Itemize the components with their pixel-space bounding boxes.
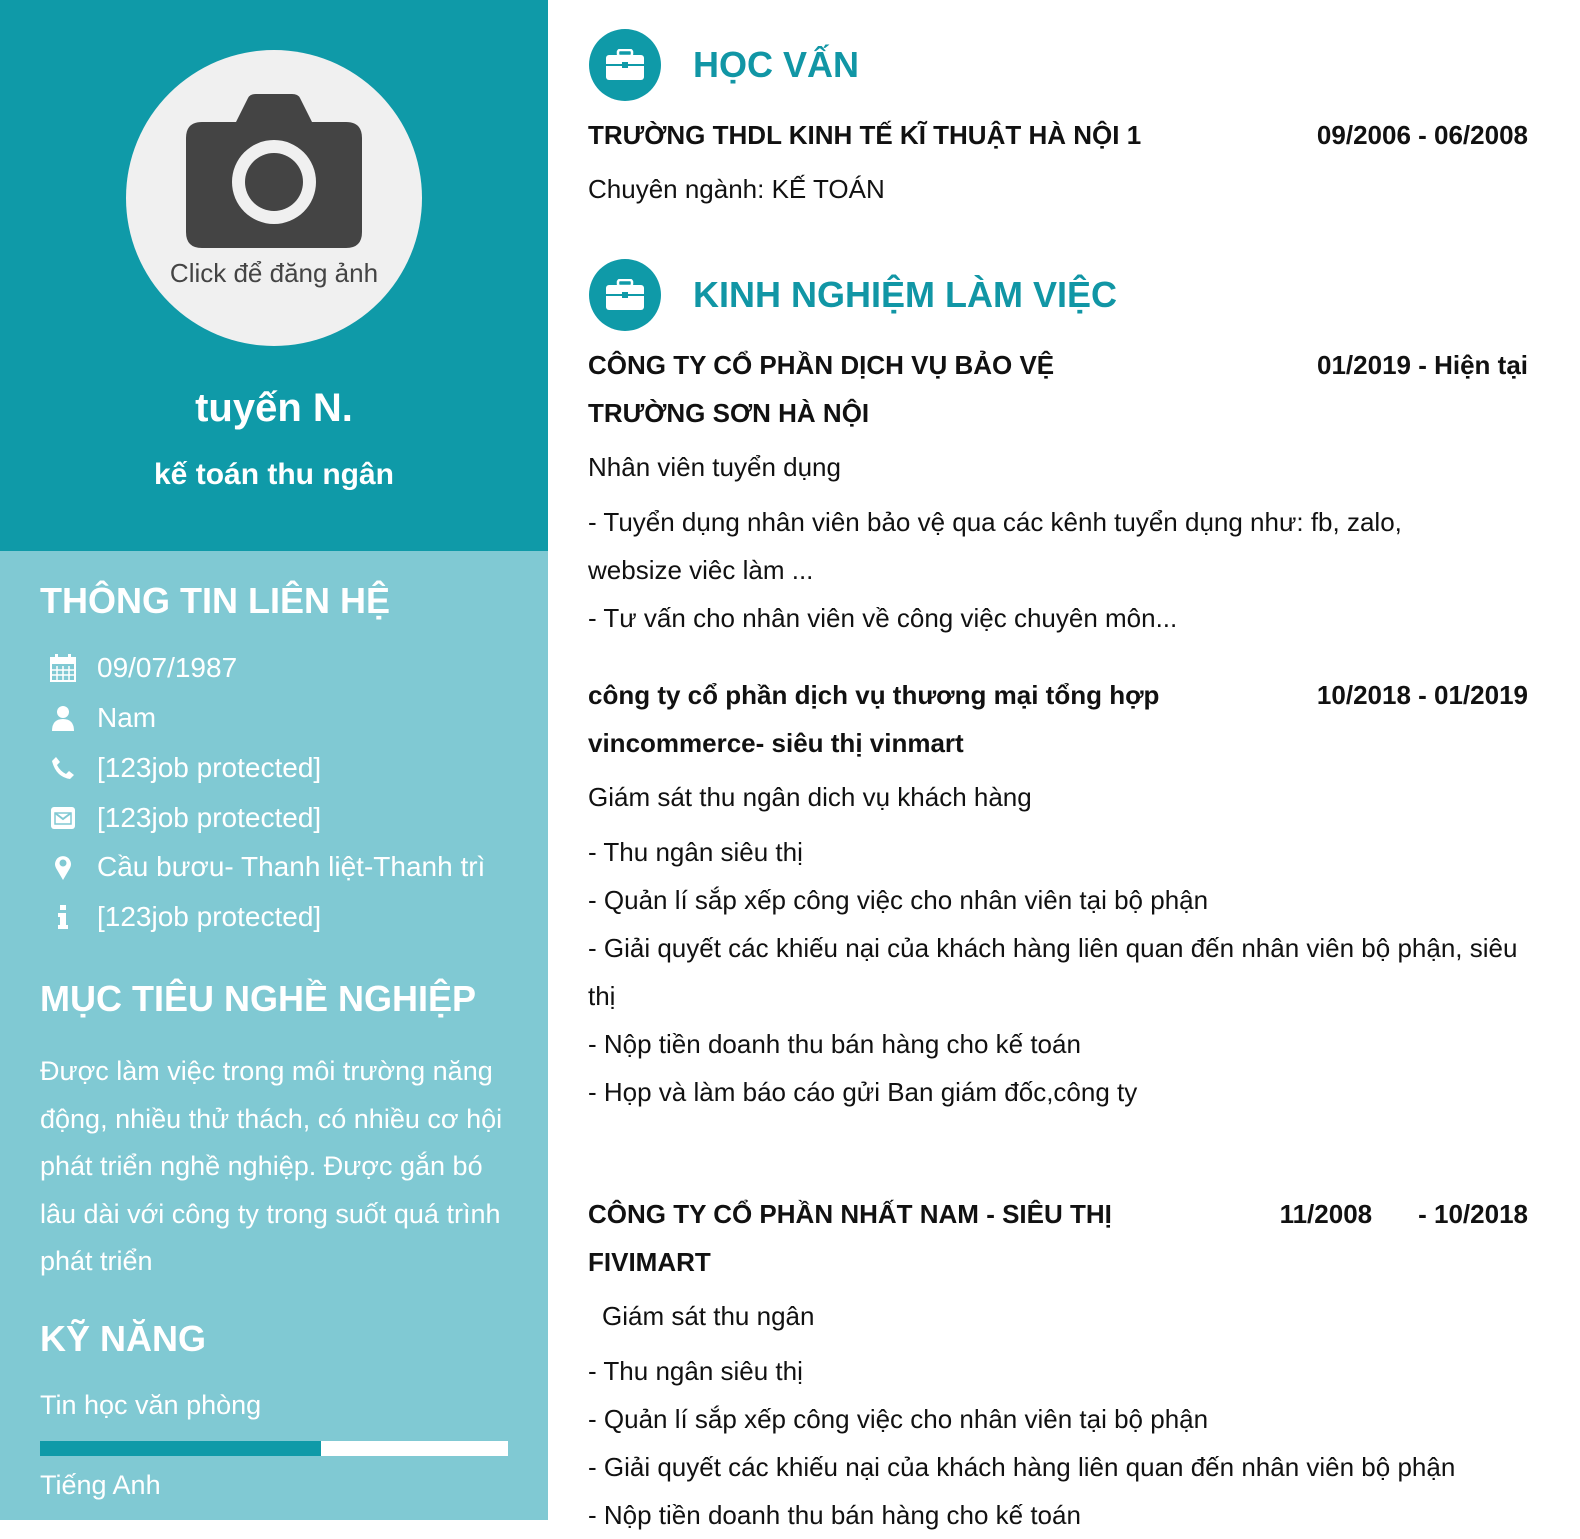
education-major: Chuyên ngành: KẾ TOÁN — [588, 174, 885, 204]
company-name: CÔNG TY CỔ PHẦN DỊCH VỤ BẢO VỆ TRƯỜNG SƠN HÀ NỘI — [588, 350, 1055, 428]
job-bullet: - Họp và làm báo cáo gửi Ban giám đốc,công ty — [588, 1077, 1138, 1107]
experience-heading: KINH NGHIỆM LÀM VIỆC — [693, 274, 1118, 315]
candidate-job-title: kế toán thu ngân — [154, 458, 394, 491]
skill-level-bar — [40, 1441, 508, 1456]
company-name: công ty cổ phần dịch vụ thương mại tổng hợp vincommerce- siêu thị vinmart — [588, 680, 1160, 758]
email-icon — [48, 807, 78, 829]
job-bullet: - Quản lí sắp xếp công việc cho nhân viên tại bộ phận — [588, 1404, 1209, 1434]
education-dates: 09/2006 - 06/2008 — [1316, 120, 1528, 150]
calendar-icon — [48, 654, 78, 682]
skills-heading: KỸ NĂNG — [40, 1318, 207, 1359]
job-bullet: - Thu ngân siêu thị — [588, 837, 803, 867]
company-name: CÔNG TY CỔ PHẦN NHẤT NAM - SIÊU THỊ FIVIMART — [588, 1199, 1112, 1277]
location-icon — [48, 854, 78, 880]
info-icon — [48, 905, 78, 929]
education-heading: HỌC VẤN — [693, 44, 860, 85]
job-dates: 10/2018 - 01/2019 — [1316, 680, 1528, 710]
phone-icon — [48, 756, 78, 780]
job-entry — [588, 1190, 1528, 1539]
candidate-name: tuyến N. — [195, 386, 353, 430]
job-role: Giám sát thu ngân dich vụ khách hàng — [588, 782, 1032, 812]
job-entry — [588, 341, 1528, 642]
job-bullet: - Thu ngân siêu thị — [588, 1356, 803, 1386]
contact-heading: THÔNG TIN LIÊN HỆ — [40, 580, 390, 621]
job-role: Giám sát thu ngân — [602, 1301, 815, 1331]
job-bullet: - Giải quyết các khiếu nại của khách hàng liên quan đến nhân viên bộ phận — [588, 1452, 1456, 1482]
contact-gender: Nam — [48, 698, 156, 738]
contact-info: [123job protected] — [48, 897, 321, 937]
job-date-start: 11/2008 — [1279, 1199, 1373, 1229]
job-bullet: - Giải quyết các khiếu nại của khách hàng liên quan đến nhân viên bộ phận, siêu thị — [588, 933, 1518, 1011]
user-icon — [48, 705, 78, 731]
education-entry — [588, 111, 1528, 213]
job-bullet: - Tư vấn cho nhân viên về công việc chuyên môn... — [588, 603, 1178, 633]
job-bullet: - Tuyển dụng nhân viên bảo vệ qua các kênh tuyển dụng như: fb, zalo, websize viêc làm ... — [588, 507, 1402, 585]
skill-name: Tiếng Anh — [40, 1470, 161, 1500]
job-dates: 01/2019 - Hiện tại — [1317, 350, 1528, 380]
avatar-upload[interactable] — [126, 50, 422, 346]
skill-name: Tin học văn phòng — [40, 1390, 262, 1420]
briefcase-icon — [589, 29, 661, 101]
education-section-header — [589, 29, 859, 101]
avatar-caption: Click để đăng ảnh — [169, 258, 379, 288]
briefcase-icon — [589, 259, 661, 331]
contact-address: Cầu bươu- Thanh liệt-Thanh trì — [48, 847, 485, 887]
sidebar — [0, 551, 548, 1520]
job-bullet: - Nộp tiền doanh thu bán hàng cho kế toán — [588, 1500, 1081, 1530]
job-entry — [588, 671, 1528, 1116]
school-name: TRƯỜNG THDL KINH TẾ KĨ THUẬT HÀ NỘI 1 — [588, 120, 1142, 150]
contact-email: [123job protected] — [48, 798, 321, 838]
job-date-end: - 10/2018 — [1418, 1199, 1528, 1229]
objective-heading: MỤC TIÊU NGHỀ NGHIỆP — [40, 978, 477, 1019]
contact-birthday: 09/07/1987 — [48, 648, 237, 688]
objective-text: Được làm việc trong môi trường năng động, nhiều thử thách, có nhiều cơ hội phát triển nghề nghiệp. Được gắn bó lâu dài với công ty trong suốt quá trình phát triển — [40, 1056, 503, 1276]
job-bullet: - Quản lí sắp xếp công việc cho nhân viên tại bộ phận — [588, 885, 1209, 915]
camera-icon — [186, 94, 362, 248]
experience-section-header — [589, 259, 1117, 331]
contact-phone: [123job protected] — [48, 748, 321, 788]
job-bullet: - Nộp tiền doanh thu bán hàng cho kế toán — [588, 1029, 1081, 1059]
skill-level-fill — [40, 1441, 321, 1456]
job-role: Nhân viên tuyển dụng — [588, 452, 841, 482]
